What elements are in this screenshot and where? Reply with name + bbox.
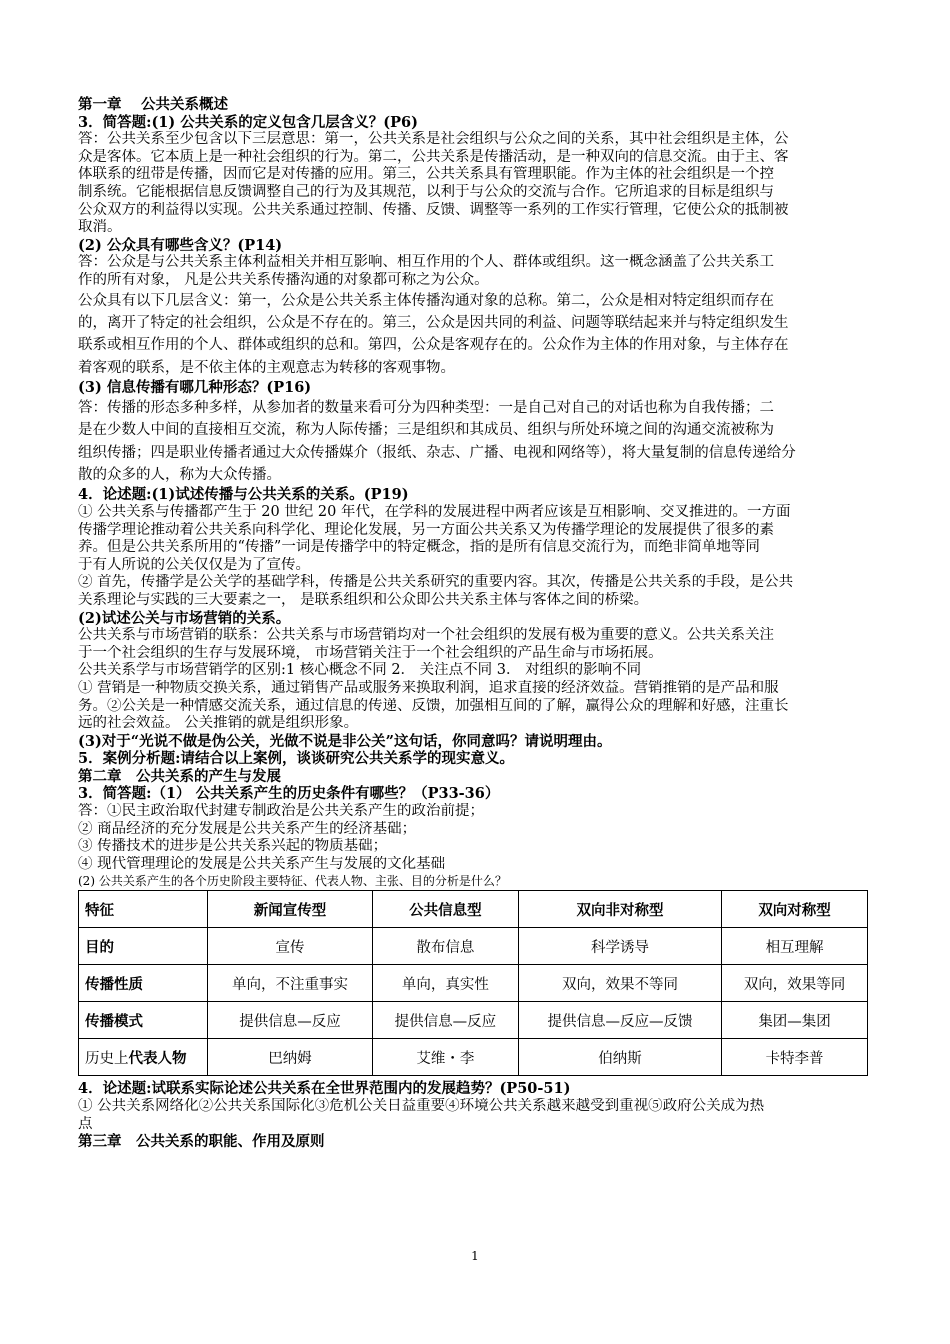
table-cell: 散布信息 <box>373 928 519 965</box>
text-line: (3)对于“光说不做是伪公关，光做不说是非公关”这句话，你同意吗？请说明理由。 <box>78 732 612 750</box>
document-page <box>78 96 868 1151</box>
table-cell: 相互理解 <box>722 928 868 965</box>
text-line: 着客观的联系，是不依主体的主观意志为转移的客观事物。 <box>78 359 455 376</box>
table-cell: 双向，效果不等同 <box>518 965 721 1002</box>
text-line: 3．简答题:(1) 公共关系的定义包含几层含义？(P6) <box>78 113 419 131</box>
text-line: ② 首先，传播学是公关学的基础学科，传播是公共关系研究的重要内容。其次，传播是公共关系的手段，是公共 <box>78 574 794 591</box>
text-line: (2)试述公关与市场营销的关系。 <box>78 609 291 627</box>
text-line: 联系或相互作用的个人、群体或组织的总和。第四，公众是客观存在的。公众作为主体的作用对象，与主体存在 <box>78 337 789 354</box>
text-line: 众是客体。它本质上是一种社会组织的行为。第二，公共关系是传播活动，是一种双向的信息交流。由于主、客 <box>78 148 789 165</box>
table-cell: 单向，不注重事实 <box>208 965 373 1002</box>
table-header-cell: 新闻宣传型 <box>208 891 373 928</box>
table-cell: 伯纳斯 <box>518 1039 721 1076</box>
text-line: 制系统。它能根据信息反馈调整自己的行为及其规范，以利于与公众的交流与合作。它所追求的目标是组织与 <box>78 183 774 200</box>
table-header-row <box>79 891 868 928</box>
table-cell: 提供信息—反应 <box>208 1002 373 1039</box>
text-line: 是在少数人中间的直接相互交流，称为人际传播；三是组织和其成员、组织与所处环境之间的沟通交流被称为 <box>78 422 774 439</box>
table-row <box>79 1002 868 1039</box>
text-line: 3．简答题:（1） 公共关系产生的历史条件有哪些？（P33-36） <box>78 785 500 803</box>
text-line: ④ 现代管理理论的发展是公共关系产生与发展的文化基础 <box>78 855 446 872</box>
table-cell: 巴纳姆 <box>208 1039 373 1076</box>
text-line: ① 公共关系与传播都产生于 20 世纪 20 年代，在学科的发展进程中两者应该是互相影响、交叉推进的。一方面 <box>78 503 791 520</box>
text-line: 第三章 公共关系的职能、作用及原则 <box>78 1133 325 1151</box>
text-line: 第一章 公共关系概述 <box>78 96 229 113</box>
row-label-main: 代表人物 <box>128 1049 187 1067</box>
table-cell: 科学诱导 <box>518 928 721 965</box>
row-label: 传播模式 <box>79 1002 208 1039</box>
text-line: 散的众多的人，称为大众传播。 <box>78 466 281 483</box>
text-line: 4．论述题:试联系实际论述公共关系在全世界范围内的发展趋势？(P50-51) <box>78 1080 571 1098</box>
text-line: 传播学理论推动着公共关系向科学化、理论化发展，另一方面公共关系又为传播学理论的发展提供了很多的素 <box>78 521 774 538</box>
text-line: 组织传播；四是职业传播者通过大众传播媒介（报纸、杂志、广播、电视和网络等），将大量复制的信息传递给分 <box>78 444 796 461</box>
text-line: 公共关系学与市场营销学的区别:1 核心概念不同 2． 关注点不同 3． 对组织的影响不同 <box>78 662 642 679</box>
text-line: ② 商品经济的充分发展是公共关系产生的经济基础； <box>78 820 417 837</box>
page-number: 1 <box>471 1249 479 1263</box>
text-line: 作的所有对象， 凡是公共关系传播沟通的对象都可称之为公众。 <box>78 271 489 288</box>
text-line: 答：公共关系至少包含以下三层意思：第一，公共关系是社会组织与公众之间的关系，其中社会组织是主体，公 <box>78 131 789 148</box>
text-line: 远的社会效益。 公关推销的就是组织形象。 <box>78 715 359 732</box>
table-cell: 卡特李普 <box>722 1039 868 1076</box>
table-cell: 双向，效果等同 <box>722 965 868 1002</box>
table-cell: 提供信息—反应 <box>373 1002 519 1039</box>
text-line: 答：公众是与公共关系主体利益相关并相互影响、相互作用的个人、群体或组织。这一概念涵盖了公共关系工 <box>78 254 774 271</box>
text-line: ① 营销是一种物质交换关系，通过销售产品或服务来换取利润，追求直接的经济效益。营销推销的是产品和服 <box>78 679 779 696</box>
table-header-cell: 特征 <box>79 891 208 928</box>
text-line: (3) 信息传播有哪几种形态？(P16) <box>78 379 312 397</box>
text-line: 取消。 <box>78 219 122 236</box>
table-header-cell: 双向对称型 <box>722 891 868 928</box>
text-line: ③ 传播技术的进步是公共关系兴起的物质基础； <box>78 838 388 855</box>
table-header-cell: 双向非对称型 <box>518 891 721 928</box>
table-cell: 集团—集团 <box>722 1002 868 1039</box>
table-row <box>79 1039 868 1076</box>
table-cell: 提供信息—反应—反馈 <box>518 1002 721 1039</box>
text-line: 公众双方的利益得以实现。公共关系通过控制、传播、反馈、调整等一系列的工作实行管理，它使公众的抵制被 <box>78 201 789 218</box>
text-line: 务。②公关是一种情感交流关系，通过信息的传递、反馈，加强相互间的了解，赢得公众的理解和好感，注重长 <box>78 697 789 714</box>
table-row <box>79 965 868 1002</box>
table-row <box>79 928 868 965</box>
text-line: 关系理论与实践的三大要素之一， 是联系组织和公众即公共关系主体与客体之间的桥梁。 <box>78 591 649 608</box>
text-line: 公共关系与市场营销的联系：公共关系与市场营销均对一个社会组织的发展有极为重要的意义。公共关系关注 <box>78 627 774 644</box>
text-line: 养。但是公共关系所用的“传播”一词是传播学中的特定概念，指的是所有信息交流行为，而绝非简单地等同 <box>78 539 760 556</box>
text-line: 5．案例分析题:请结合以上案例，谈谈研究公共关系学的现实意义。 <box>78 750 514 768</box>
text-line: 公众具有以下几层含义：第一，公众是公共关系主体传播沟通对象的总称。第二，公众是相对特定组织而存在 <box>78 292 774 309</box>
row-label: 目的 <box>79 928 208 965</box>
table-header-cell: 公共信息型 <box>373 891 519 928</box>
text-line: 4．论述题:(1)试述传播与公共关系的关系。(P19) <box>78 486 409 504</box>
text-line: 的，离开了特定的社会组织，公众是不存在的。第三，公众是因共同的利益、问题等联结起来并与特定组织发生 <box>78 314 789 331</box>
text-line: 答：①民主政治取代封建专制政治是公共关系产生的政治前提； <box>78 803 484 820</box>
text-line: 第二章 公共关系的产生与发展 <box>78 767 281 785</box>
row-label: 传播性质 <box>79 965 208 1002</box>
row-label-prefix: 历史上 <box>85 1050 129 1067</box>
row-label <box>79 1039 208 1076</box>
text-line: (2) 公众具有哪些含义？(P14) <box>78 236 283 254</box>
text-line: 点 <box>78 1115 93 1132</box>
text-body-after <box>78 1080 868 1150</box>
text-line: 于一个社会组织的生存与发展环境， 市场营销关注于一个社会组织的产品生命与市场拓展。 <box>78 644 663 661</box>
text-line: ① 公共关系网络化②公共关系国际化③危机公关日益重要④环境公共关系越来越受到重视⑤政府公关成为热 <box>78 1098 765 1115</box>
text-line: 答：传播的形态多种多样，从参加者的数量来看可分为四种类型：一是自己对自己的对话也称为自我传播；二 <box>78 399 774 416</box>
table-cell: 艾维・李 <box>373 1039 519 1076</box>
text-body <box>78 96 868 890</box>
table-cell: 单向，真实性 <box>373 965 519 1002</box>
pr-models-table <box>78 890 868 1076</box>
text-line: 于有人所说的公关仅仅是为了宣传。 <box>78 556 310 573</box>
text-line: (2) 公共关系产生的各个历史阶段主要特征、代表人物、主张、目的分析是什么？ <box>78 874 507 889</box>
table-cell: 宣传 <box>208 928 373 965</box>
text-line: 体联系的纽带是传播，因而它是对传播的应用。第三，公共关系具有管理职能。作为主体的社会组织是一个控 <box>78 166 774 183</box>
